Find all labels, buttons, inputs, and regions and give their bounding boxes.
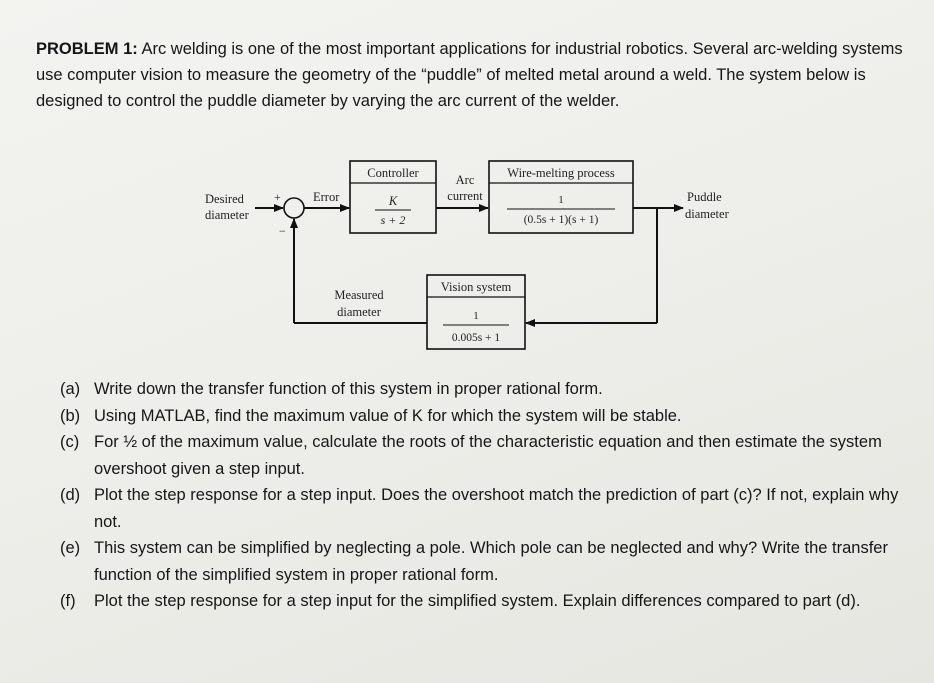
question-label: (b) [60,406,81,425]
question-text: For ½ of the maximum value, calculate the roots of the characteristic equation and then estimate the system overshoot given a step input. [94,433,882,478]
question-label: (c) [60,433,80,451]
question-text: Plot the step response for a step input for the simplified system. Explain differences compared to part (d). [94,592,861,610]
process-denominator: (0.5s + 1)(s + 1) [523,214,599,226]
vision-title: Vision system [440,280,512,294]
problem-statement [36,36,906,114]
vision-numerator: 1 [473,310,479,322]
question-label: (d) [60,486,81,504]
question-label: (a) [60,380,81,398]
minus-sign: − [279,224,286,238]
plus-sign: + [274,190,281,204]
question-text: Plot the step response for a step input. Does the overshoot match the prediction of part (c)? If not, explain why not. [94,486,899,531]
block-diagram [195,155,755,355]
question-item [60,403,920,430]
controller-title: Controller [367,166,419,180]
arc-current-line2: current [447,189,483,203]
input-label-line2: diameter [205,208,249,222]
question-item [60,588,920,615]
process-title: Wire-melting process [507,166,615,180]
process-numerator: 1 [558,194,564,206]
vision-denominator: 0.005s + 1 [451,332,501,344]
output-label-line1: Puddle [687,190,722,204]
question-item [60,535,920,588]
error-label: Error [313,190,340,204]
question-list [60,376,920,615]
question-label: (f) [60,592,76,610]
question-text: Using MATLAB, find the maximum value of K for which the system will be stable. [94,406,682,425]
question-text: Write down the transfer function of this system in proper rational form. [94,380,603,398]
problem-heading: PROBLEM 1: [36,40,138,58]
measured-label-line2: diameter [337,305,381,319]
arc-current-line1: Arc [455,173,475,187]
controller-denominator: s + 2 [380,213,406,227]
summing-junction [284,198,304,218]
question-item [60,482,920,535]
problem-text: Arc welding is one of the most important applications for industrial robotics. Several arc-welding systems use computer vision to measure the geometry of the “puddle” of melted metal around a weld. The system below is designed to control the puddle diameter by varying the arc current of the welder. [36,40,903,110]
input-label-line1: Desired [205,192,244,206]
question-label: (e) [60,539,81,557]
question-text: This system can be simplified by neglecting a pole. Which pole can be neglected and why? Write the transfer function of the simplified system in proper rational form. [94,539,888,584]
question-item [60,429,920,482]
measured-label-line1: Measured [334,288,384,302]
output-label-line2: diameter [685,207,729,221]
controller-numerator: K [388,194,398,208]
question-item [60,376,920,403]
